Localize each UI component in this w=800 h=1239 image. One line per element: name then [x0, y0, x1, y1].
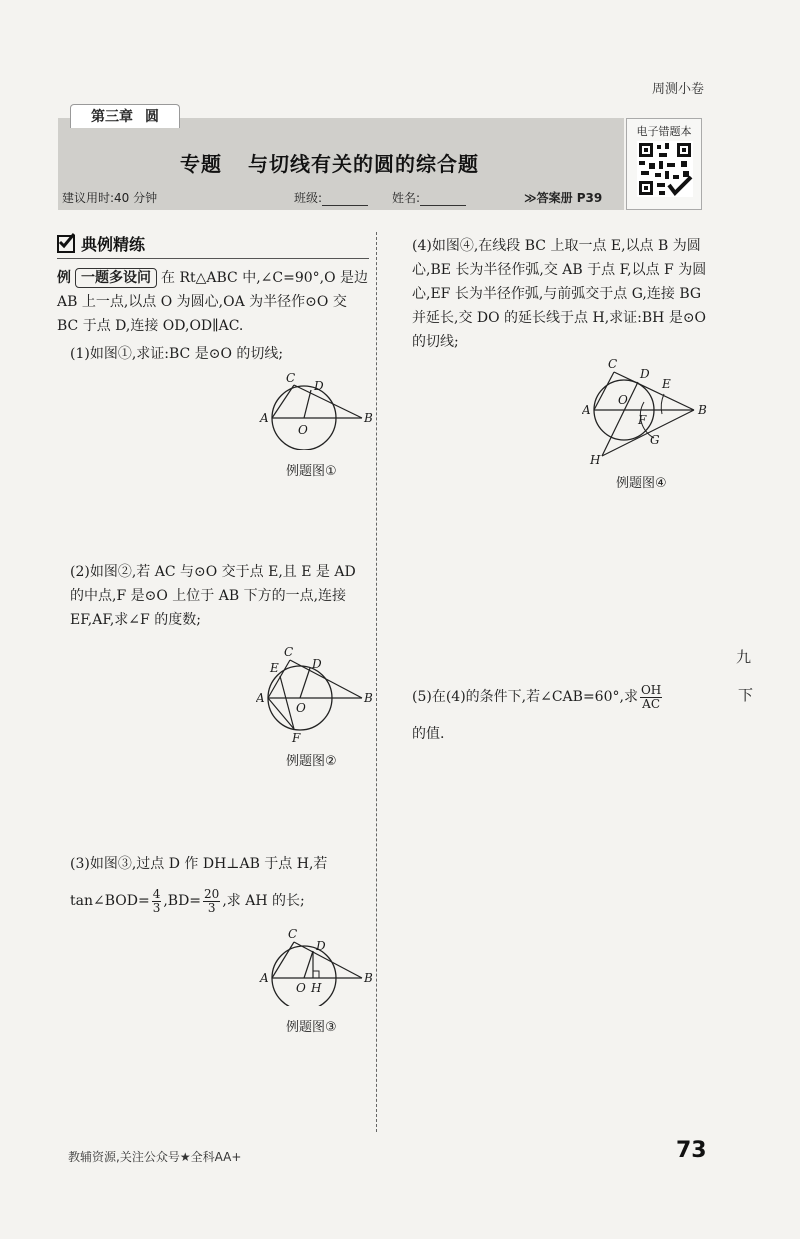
figure-4-caption: 例题图④: [616, 476, 667, 491]
fig3-label-a: A: [260, 971, 269, 985]
question-4: (4)如图④,在线段 BC 上取一点 E,以点 B 为圆心,BE 长为半径作弧,交 AB 于点 F,以点 F 为圆心,EF 长为半径作弧,与前弧交于点 G,连接 BG 并延长,交 DO 的延长线于点 H,求证:BH 是⊙O 的切线;: [412, 238, 707, 350]
series-label: 周测小卷: [651, 82, 704, 97]
fig4-label-g: G: [650, 433, 660, 447]
q5-fraction: [640, 684, 662, 711]
q3-tan: tan∠BOD=: [70, 893, 150, 909]
chapter-number: 第三章: [91, 109, 133, 125]
fig4-label-f: F: [638, 413, 647, 427]
figure-4: [582, 358, 712, 470]
side-mark-term: 下: [738, 686, 754, 704]
problem-intro-text: 在 Rt△ABC 中,∠C=90°,O 是边 AB 上一点,以点 O 为圆心,OA 为半径作⊙O 交 BC 于点 D,连接 OD,OD∥AC.: [57, 270, 369, 334]
problem-tag: 一题多设问: [75, 268, 157, 288]
q3-bd: ,BD=: [163, 893, 202, 909]
qr-panel: [626, 118, 702, 210]
title-prefix: 专题: [180, 152, 222, 176]
figure-1-caption: 例题图①: [286, 464, 337, 479]
q3-tan-fraction: [152, 888, 162, 915]
q5-num: OH: [640, 682, 662, 697]
fig3-label-c: C: [288, 927, 298, 941]
title-text: 与切线有关的圆的综合题: [248, 152, 479, 176]
q3-bd-fraction: [203, 888, 220, 915]
fig1-label-d: D: [314, 379, 324, 393]
fig4-label-c: C: [608, 358, 618, 371]
page-number: 73: [676, 1138, 707, 1163]
fig4-label-d: D: [640, 367, 650, 381]
q5-text-a: (5)在(4)的条件下,若∠CAB=60°,求: [412, 689, 638, 705]
fig2-label-a: A: [256, 691, 265, 705]
name-label: 姓名:: [392, 191, 421, 205]
fig2-label-o: O: [296, 701, 306, 715]
answer-reference: ≫答案册 P39: [524, 191, 603, 205]
class-field: [294, 189, 368, 206]
question-5-end: 的值.: [412, 726, 445, 742]
name-field: [392, 189, 466, 206]
fig4-label-h: H: [590, 453, 601, 467]
qr-code-icon: [637, 141, 693, 197]
fig3-label-o: O: [296, 981, 306, 995]
checkbox-icon: [57, 235, 75, 253]
question-3-line-2: [70, 884, 370, 918]
fig4-label-a: A: [582, 403, 591, 417]
fig2-label-f: F: [292, 731, 301, 745]
fig3-label-d: D: [316, 939, 326, 953]
q3-tan-den: 3: [152, 900, 161, 915]
figure-3: [256, 926, 376, 1006]
chapter-tab: [70, 104, 180, 128]
chapter-name: 圆: [145, 109, 159, 125]
fig1-label-a: A: [260, 411, 269, 425]
section-title: 典例精练: [81, 235, 146, 254]
fig4-label-e: E: [662, 377, 671, 391]
fig3-label-h: H: [311, 981, 322, 995]
q3-bd-den: 3: [207, 900, 216, 915]
fig4-label-b: B: [698, 403, 707, 417]
page-title: [180, 148, 479, 177]
class-blank: [322, 194, 368, 206]
fig2-label-c: C: [284, 646, 294, 659]
q3-end: ,求 AH 的长;: [222, 893, 305, 909]
question-2: (2)如图②,若 AC 与⊙O 交于点 E,且 E 是 AD 的中点,F 是⊙O 上位于 AB 下方的一点,连接 EF,AF,求∠F 的度数;: [70, 564, 356, 628]
q3-tan-num: 4: [152, 886, 161, 901]
column-divider: [376, 232, 377, 1132]
class-label: 班级:: [294, 191, 323, 205]
figure-2: [256, 646, 376, 746]
figure-2-caption: 例题图②: [286, 754, 337, 769]
fig2-label-b: B: [364, 691, 373, 705]
footer-note: 教辅资源,关注公众号★全科AA+: [68, 1150, 242, 1164]
question-1: (1)如图①,求证:BC 是⊙O 的切线;: [70, 346, 284, 362]
name-blank: [420, 194, 466, 206]
figure-3-caption: 例题图③: [286, 1020, 337, 1035]
q5-den: AC: [642, 696, 661, 711]
suggested-time: 建议用时:40 分钟: [62, 191, 158, 205]
problem-label: 例: [57, 270, 71, 286]
q3-bd-num: 20: [204, 886, 220, 901]
section-heading: [57, 232, 369, 259]
fig4-label-o: O: [618, 393, 628, 407]
fig2-label-d: D: [312, 657, 322, 671]
fig1-label-c: C: [286, 371, 296, 385]
problem-intro: [57, 266, 369, 338]
qr-label: 电子错题本: [636, 125, 692, 138]
question-3-line-1: (3)如图③,过点 D 作 DH⊥AB 于点 H,若: [70, 856, 328, 872]
fig3-label-b: B: [364, 971, 373, 985]
fig1-label-o: O: [298, 423, 308, 437]
figure-1: [256, 370, 376, 450]
question-5: [412, 682, 712, 712]
fig2-label-e: E: [270, 661, 279, 675]
side-mark-grade: 九: [736, 648, 752, 666]
fig1-label-b: B: [364, 411, 373, 425]
